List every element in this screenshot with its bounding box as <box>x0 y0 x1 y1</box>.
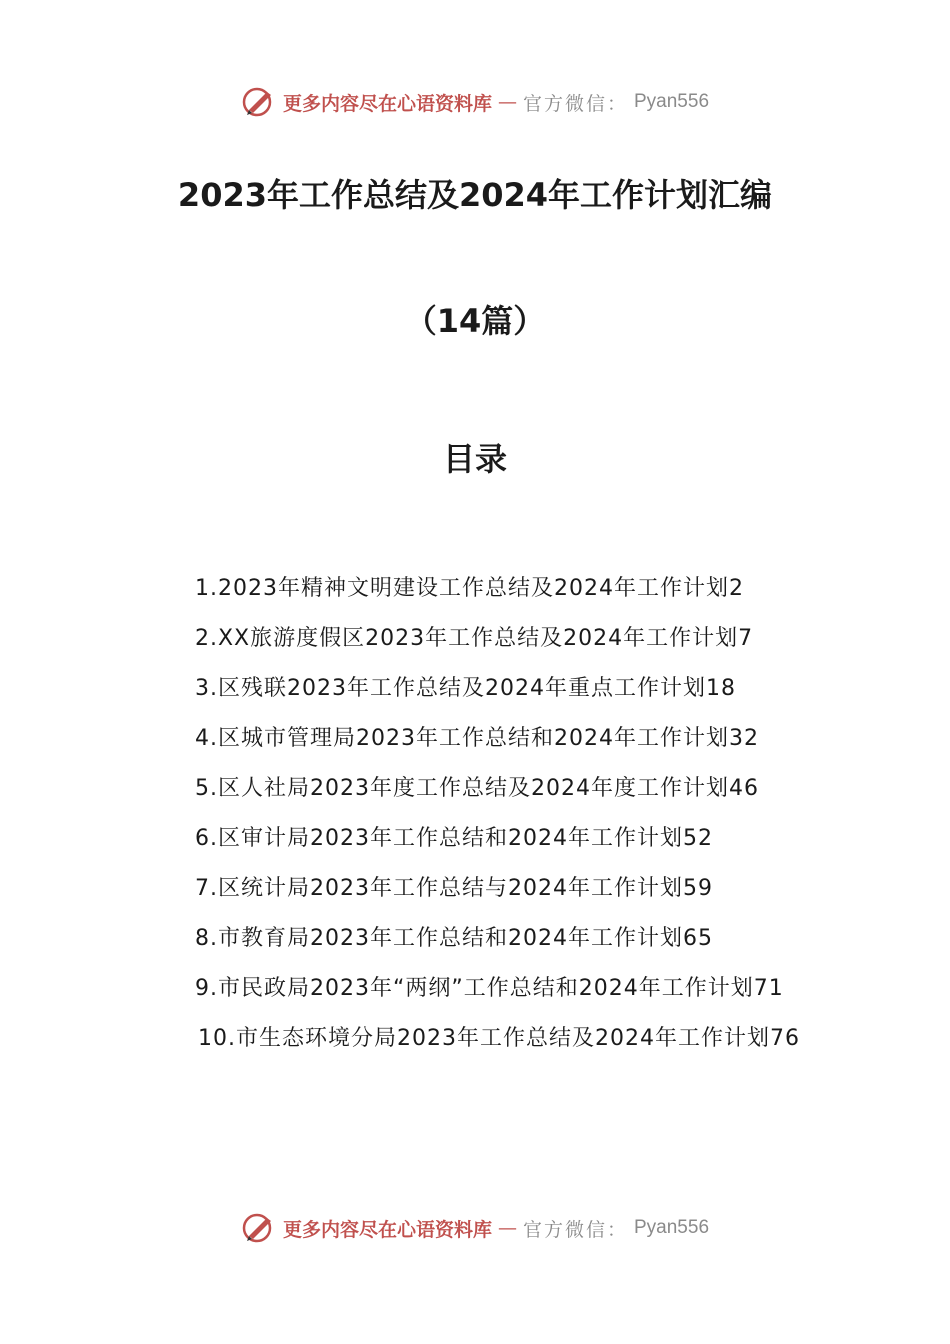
toc-item[interactable]: 4.区城市管理局2023年工作总结和2024年工作计划32 <box>195 726 759 751</box>
watermark-official-label: 官方微信： <box>522 1218 628 1241</box>
toc-heading: 目录 <box>442 440 507 478</box>
document-subtitle: （14篇） <box>404 302 546 340</box>
watermark-wechat-id: Pyan556 <box>634 91 710 112</box>
watermark-main-text: 更多内容尽在心语资料库 <box>282 1218 492 1241</box>
toc-item[interactable]: 10.市生态环境分局2023年工作总结及2024年工作计划76 <box>198 1026 800 1051</box>
toc-item[interactable]: 7.区统计局2023年工作总结与2024年工作计划59 <box>195 876 713 901</box>
toc-item[interactable]: 2.XX旅游度假区2023年工作总结及2024年工作计划7 <box>195 626 754 651</box>
watermark-wechat-id: Pyan556 <box>634 1217 710 1238</box>
table-of-contents <box>145 564 805 1064</box>
footer-watermark <box>0 1212 950 1244</box>
pen-logo-icon <box>241 1212 277 1244</box>
toc-item[interactable]: 6.区审计局2023年工作总结和2024年工作计划52 <box>195 826 713 851</box>
watermark-dash: — <box>497 1217 517 1239</box>
toc-item[interactable]: 1.2023年精神文明建设工作总结及2024年工作计划2 <box>195 576 744 601</box>
watermark-main-text: 更多内容尽在心语资料库 <box>282 92 492 115</box>
pen-logo-icon <box>241 86 277 118</box>
document-title: 2023年工作总结及2024年工作计划汇编 <box>177 176 773 214</box>
watermark-dash: — <box>497 91 517 113</box>
header-watermark <box>0 86 950 118</box>
toc-item[interactable]: 3.区残联2023年工作总结及2024年重点工作计划18 <box>195 676 736 701</box>
toc-item[interactable]: 9.市民政局2023年“两纲”工作总结和2024年工作计划71 <box>195 976 784 1001</box>
toc-item[interactable]: 5.区人社局2023年度工作总结及2024年度工作计划46 <box>195 776 759 801</box>
toc-item[interactable]: 8.市教育局2023年工作总结和2024年工作计划65 <box>195 926 713 951</box>
watermark-official-label: 官方微信： <box>522 92 628 115</box>
